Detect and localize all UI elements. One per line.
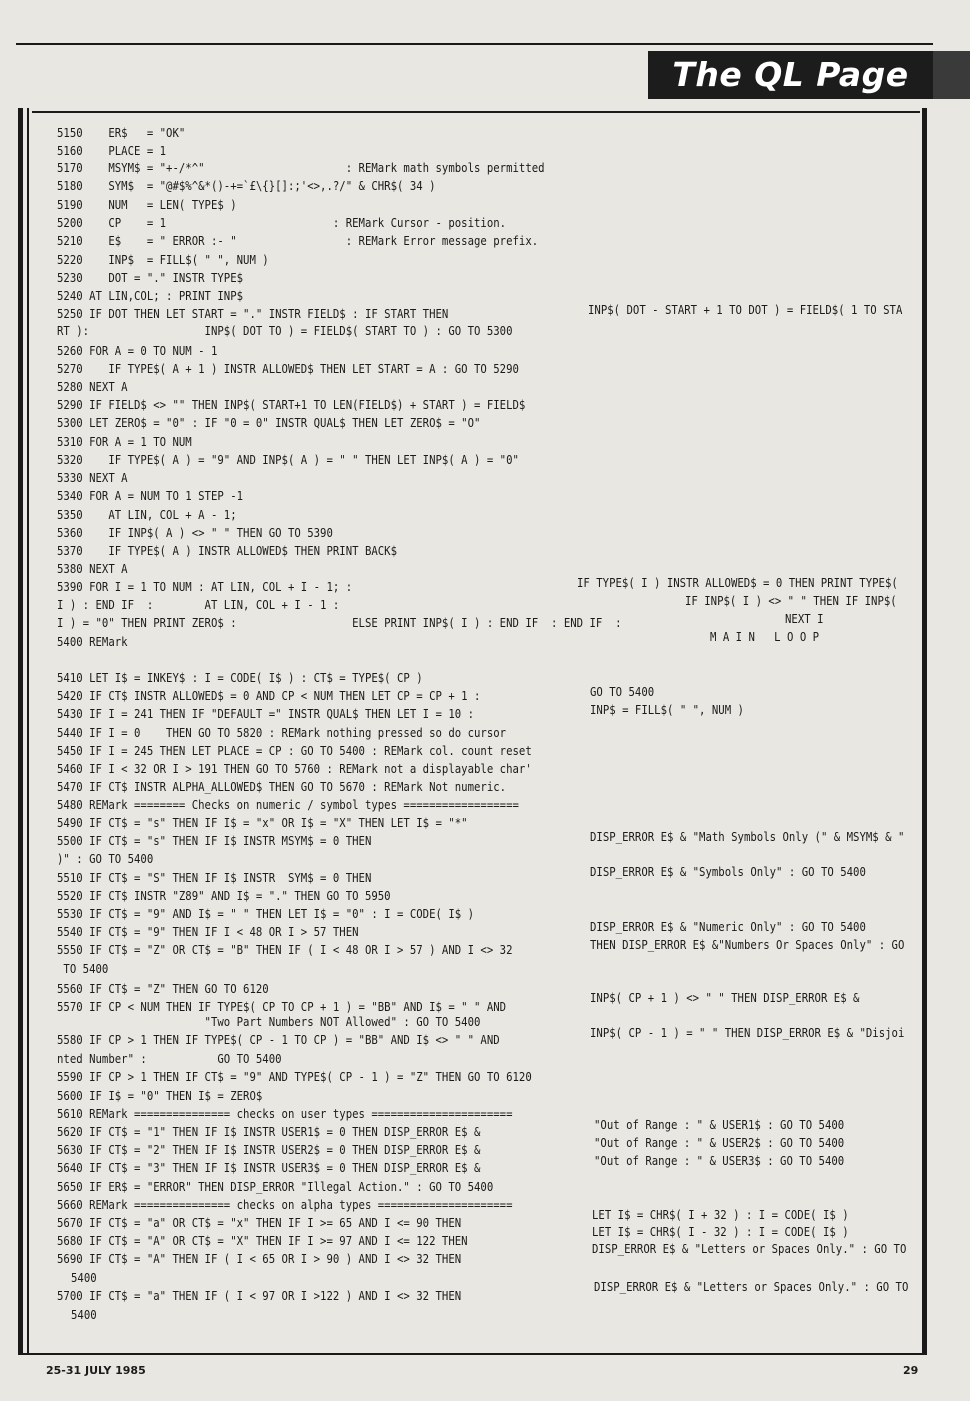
code-line: 5620 IF CT$ = "1" THEN IF I$ INSTR USER1$ = 0 THEN DISP_ERROR E$ &: [57, 1124, 481, 1139]
code-line: 5540 IF CT$ = "9" THEN IF I < 48 OR I > 57 THEN: [57, 924, 359, 939]
code-line: 5400 REMark: [57, 634, 128, 649]
code-line: 5400: [71, 1307, 97, 1322]
code-line: IF TYPE$( I ) INSTR ALLOWED$ = 0 THEN PRINT TYPE$(: [577, 575, 898, 590]
code-line: 5210 E$ = " ERROR :- " : REMark Error message prefix.: [57, 233, 539, 248]
code-line: "Out of Range : " & USER2$ : GO TO 5400: [594, 1135, 845, 1150]
code-line: 5470 IF CT$ INSTR ALPHA_ALLOWED$ THEN GO TO 5670 : REMark Not numeric.: [57, 779, 507, 794]
code-line: 5360 IF INP$( A ) <> " " THEN GO TO 5390: [57, 525, 333, 540]
code-line: INP$( DOT - START + 1 TO DOT ) = FIELD$( 1 TO STA: [588, 302, 903, 317]
code-line: 5250 IF DOT THEN LET START = "." INSTR FIELD$ : IF START THEN: [57, 306, 449, 321]
code-line: I ) : END IF : AT LIN, COL + I - 1 :: [57, 597, 340, 612]
code-line: GO TO 5400: [590, 684, 655, 699]
code-line: 5370 IF TYPE$( A ) INSTR ALLOWED$ THEN PRINT BACK$: [57, 543, 398, 558]
code-line: 5310 FOR A = 1 TO NUM: [57, 434, 192, 449]
code-line: 5340 FOR A = NUM TO 1 STEP -1: [57, 488, 244, 503]
code-line: DISP_ERROR E$ & "Letters or Spaces Only." : GO TO: [592, 1241, 907, 1256]
code-line: IF INP$( I ) <> " " THEN IF INP$(: [685, 593, 897, 608]
code-line: "Out of Range : " & USER3$ : GO TO 5400: [594, 1153, 845, 1168]
code-line: 5380 NEXT A: [57, 561, 128, 576]
code-line: 5570 IF CP < NUM THEN IF TYPE$( CP TO CP + 1 ) = "BB" AND I$ = " " AND: [57, 999, 507, 1014]
code-line: 5220 INP$ = FILL$( " ", NUM ): [57, 252, 269, 267]
code-line: 5160 PLACE = 1: [57, 143, 167, 158]
code-line: 5410 LET I$ = INKEY$ : I = CODE( I$ ) : CT$ = TYPE$( CP ): [57, 670, 423, 685]
code-line: RT ): INP$( DOT TO ) = FIELD$( START TO ) : GO TO 5300: [57, 323, 513, 338]
code-line: 5580 IF CP > 1 THEN IF TYPE$( CP - 1 TO CP ) = "BB" AND I$ <> " " AND: [57, 1032, 500, 1047]
code-line: nted Number" : GO TO 5400: [57, 1051, 282, 1066]
code-line: 5550 IF CT$ = "Z" OR CT$ = "B" THEN IF ( I < 48 OR I > 57 ) AND I <> 32: [57, 942, 513, 957]
code-line: NEXT I: [785, 611, 824, 626]
code-line: 5610 REMark =============== checks on user types ======================: [57, 1106, 513, 1121]
code-line: 5430 IF I = 241 THEN IF "DEFAULT =" INSTR QUAL$ THEN LET I = 10 :: [57, 706, 475, 721]
code-line: 5230 DOT = "." INSTR TYPE$: [57, 270, 244, 285]
code-line: 5450 IF I = 245 THEN LET PLACE = CP : GO TO 5400 : REMark col. count reset: [57, 743, 532, 758]
code-line: 5520 IF CT$ INSTR "Z89" AND I$ = "." THEN GO TO 5950: [57, 888, 391, 903]
code-line: 5510 IF CT$ = "S" THEN IF I$ INSTR SYM$ = 0 THEN: [57, 870, 372, 885]
code-line: DISP_ERROR E$ & "Symbols Only" : GO TO 5400: [590, 864, 866, 879]
code-line: 5440 IF I = 0 THEN GO TO 5820 : REMark nothing pressed so do cursor: [57, 725, 507, 740]
code-line: 5150 ER$ = "OK": [57, 125, 186, 140]
code-line: LET I$ = CHR$( I - 32 ) : I = CODE( I$ ): [592, 1224, 849, 1239]
page-title: The QL Page: [648, 51, 933, 99]
code-line: 5590 IF CP > 1 THEN IF CT$ = "9" AND TYPE$( CP - 1 ) = "Z" THEN GO TO 6120: [57, 1069, 532, 1084]
code-line: "Out of Range : " & USER1$ : GO TO 5400: [594, 1117, 845, 1132]
code-line: 5280 NEXT A: [57, 379, 128, 394]
code-line: 5500 IF CT$ = "s" THEN IF I$ INSTR MSYM$ = 0 THEN: [57, 833, 372, 848]
code-line: 5530 IF CT$ = "9" AND I$ = " " THEN LET I$ = "0" : I = CODE( I$ ): [57, 906, 475, 921]
code-line: 5400: [71, 1270, 97, 1285]
code-line: INP$( CP - 1 ) = " " THEN DISP_ERROR E$ & "Disjoi: [590, 1025, 905, 1040]
code-line: 5560 IF CT$ = "Z" THEN GO TO 6120: [57, 981, 269, 996]
code-line: 5300 LET ZERO$ = "0" : IF "0 = 0" INSTR QUAL$ THEN LET ZERO$ = "O": [57, 415, 481, 430]
code-line: 5240 AT LIN,COL; : PRINT INP$: [57, 288, 244, 303]
code-line: 5180 SYM$ = "@#$%^&*()-+=`£\{}[]:;'<>,.?/" & CHR$( 34 ): [57, 178, 436, 193]
code-line: 5660 REMark =============== checks on alpha types =====================: [57, 1197, 513, 1212]
code-line: 5680 IF CT$ = "A" OR CT$ = "X" THEN IF I >= 97 AND I <= 122 THEN: [57, 1233, 468, 1248]
code-line: 5640 IF CT$ = "3" THEN IF I$ INSTR USER3$ = 0 THEN DISP_ERROR E$ &: [57, 1160, 481, 1175]
code-line: LET I$ = CHR$( I + 32 ) : I = CODE( I$ ): [592, 1207, 849, 1222]
code-line: 5290 IF FIELD$ <> "" THEN INP$( START+1 TO LEN(FIELD$) + START ) = FIELD$: [57, 397, 526, 412]
code-line: 5350 AT LIN, COL + A - 1;: [57, 507, 237, 522]
code-line: 5490 IF CT$ = "s" THEN IF I$ = "x" OR I$ = "X" THEN LET I$ = "*": [57, 815, 468, 830]
code-line: M A I N L O O P: [710, 629, 820, 644]
page-number: 29: [903, 1364, 919, 1377]
code-line: DISP_ERROR E$ & "Math Symbols Only (" & MSYM$ & ": [590, 829, 905, 844]
code-line: THEN DISP_ERROR E$ &"Numbers Or Spaces Only" : GO: [590, 937, 905, 952]
code-line: )" : GO TO 5400: [57, 851, 154, 866]
code-line: 5650 IF ER$ = "ERROR" THEN DISP_ERROR "Illegal Action." : GO TO 5400: [57, 1179, 494, 1194]
code-line: 5700 IF CT$ = "a" THEN IF ( I < 97 OR I >122 ) AND I <> 32 THEN: [57, 1288, 462, 1303]
code-line: 5390 FOR I = 1 TO NUM : AT LIN, COL + I - 1; :: [57, 579, 353, 594]
code-line: 5460 IF I < 32 OR I > 191 THEN GO TO 5760 : REMark not a displayable char': [57, 761, 532, 776]
code-line: 5630 IF CT$ = "2" THEN IF I$ INSTR USER2$ = 0 THEN DISP_ERROR E$ &: [57, 1142, 481, 1157]
code-line: 5420 IF CT$ INSTR ALLOWED$ = 0 AND CP < NUM THEN LET CP = CP + 1 :: [57, 688, 481, 703]
code-line: INP$ = FILL$( " ", NUM ): [590, 702, 744, 717]
code-line: 5260 FOR A = 0 TO NUM - 1: [57, 343, 218, 358]
code-line: TO 5400: [57, 961, 109, 976]
code-line: 5600 IF I$ = "0" THEN I$ = ZERO$: [57, 1088, 263, 1103]
code-line: INP$( CP + 1 ) <> " " THEN DISP_ERROR E$ &: [590, 990, 860, 1005]
code-line: 5670 IF CT$ = "a" OR CT$ = "x" THEN IF I >= 65 AND I <= 90 THEN: [57, 1215, 462, 1230]
code-line: 5330 NEXT A: [57, 470, 128, 485]
code-line: 5480 REMark ======== Checks on numeric / symbol types ==================: [57, 797, 519, 812]
code-line: 5320 IF TYPE$( A ) = "9" AND INP$( A ) = " " THEN LET INP$( A ) = "0": [57, 452, 519, 467]
code-line: 5200 CP = 1 : REMark Cursor - position.: [57, 215, 507, 230]
code-line: DISP_ERROR E$ & "Numeric Only" : GO TO 5400: [590, 919, 866, 934]
code-line: 5170 MSYM$ = "+-/*^" : REMark math symbols permitted: [57, 160, 545, 175]
code-line: 5270 IF TYPE$( A + 1 ) INSTR ALLOWED$ THEN LET START = A : GO TO 5290: [57, 361, 519, 376]
code-line: 5190 NUM = LEN( TYPE$ ): [57, 197, 237, 212]
code-line: "Two Part Numbers NOT Allowed" : GO TO 5400: [57, 1014, 481, 1029]
code-line: DISP_ERROR E$ & "Letters or Spaces Only." : GO TO: [594, 1279, 909, 1294]
code-line: I ) = "0" THEN PRINT ZERO$ : ELSE PRINT INP$( I ) : END IF : END IF :: [57, 615, 622, 630]
code-line: 5690 IF CT$ = "A" THEN IF ( I < 65 OR I > 90 ) AND I <> 32 THEN: [57, 1251, 462, 1266]
issue-date: 25-31 JULY 1985: [46, 1364, 146, 1377]
